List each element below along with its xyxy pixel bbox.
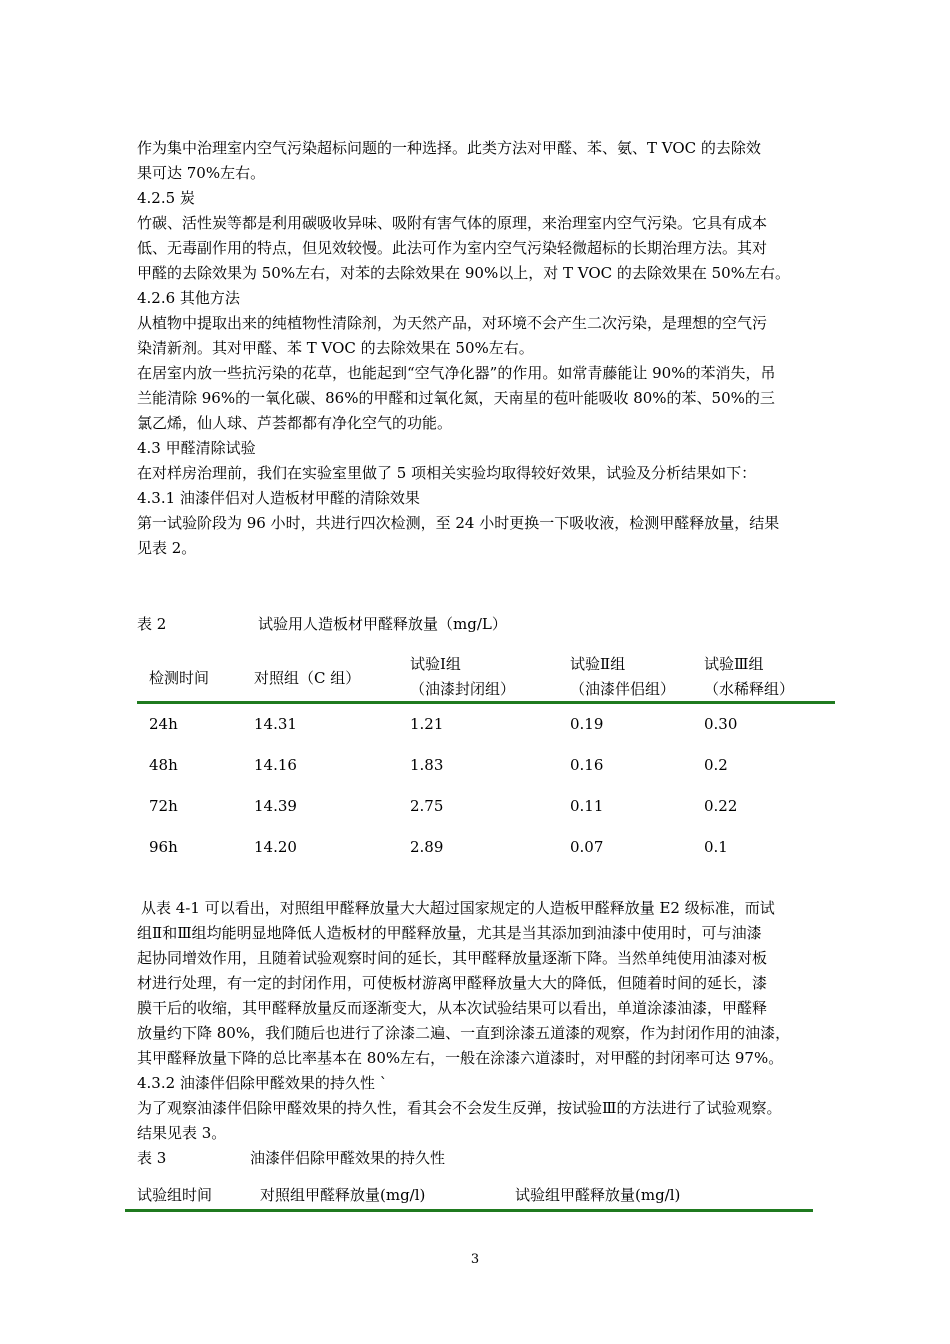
header-control: 对照组（C 组）: [254, 669, 361, 687]
cell-group1: 1.83: [410, 756, 444, 774]
header-group3: 试验Ⅲ组: [704, 655, 764, 673]
table3-rule: [125, 1209, 813, 1212]
table2-title: 试验用人造板材甲醛释放量（mg/L）: [258, 615, 507, 633]
table-row: [137, 712, 837, 736]
header-group2: 试验Ⅱ组: [570, 655, 626, 673]
cell-time: 24h: [149, 715, 178, 733]
table-row: [137, 835, 837, 859]
table2-rule: [137, 701, 835, 704]
cell-group2: 0.16: [570, 756, 604, 774]
table-row: [137, 794, 837, 818]
paragraph-line: 作为集中治理室内空气污染超标问题的一种选择。此类方法对甲醛、苯、氨、T VOC 的去除效: [137, 139, 761, 157]
paragraph-line: 从植物中提取出来的纯植物性清除剂，为天然产品，对环境不会产生二次污染，是理想的空气污: [137, 314, 768, 332]
cell-group3: 0.22: [704, 797, 738, 815]
paragraph-line: 从表 4-1 可以看出，对照组甲醛释放量大大超过国家规定的人造板甲醛释放量 E2 级标准，而试: [141, 899, 775, 917]
paragraph-line: 材进行处理，有一定的封闭作用，可使板材游离甲醛释放量大大的降低，但随着时间的延长，漆: [137, 974, 768, 992]
cell-group1: 2.89: [410, 838, 444, 856]
paragraph-line: 膜干后的收缩，其甲醛释放量反而逐渐变大，从本次试验结果可以看出，单道涂漆油漆，甲醛释: [137, 999, 768, 1017]
cell-group1: 2.75: [410, 797, 444, 815]
section-heading-4-3: 4.3 甲醛清除试验: [137, 439, 256, 457]
header-group3-sub: （水稀释组）: [704, 680, 795, 698]
section-heading-4-2-5: 4.2.5 炭: [137, 189, 195, 207]
paragraph-line: 在对样房治理前，我们在实验室里做了 5 项相关实验均取得较好效果，试验及分析结果如下：: [137, 464, 757, 482]
paragraph-line: 第一试验阶段为 96 小时，共进行四次检测，至 24 小时更换一下吸收液，检测甲醛释放量，结果: [137, 514, 780, 532]
cell-group2: 0.19: [570, 715, 604, 733]
section-heading-4-3-2: 4.3.2 油漆伴侣除甲醛效果的持久性 `: [137, 1074, 388, 1092]
cell-control: 14.16: [254, 756, 297, 774]
cell-time: 96h: [149, 838, 178, 856]
paragraph-line: 氯乙烯，仙人球、芦荟都都有净化空气的功能。: [137, 414, 453, 432]
paragraph-line: 低、无毒副作用的特点，但见效较慢。此法可作为室内空气污染轻微超标的长期治理方法。其对: [137, 239, 768, 257]
cell-time: 48h: [149, 756, 178, 774]
page-number: 3: [470, 1252, 480, 1267]
cell-group3: 0.30: [704, 715, 738, 733]
paragraph-line: 甲醛的去除效果为 50%左右，对苯的去除效果在 90%以上，对 T VOC 的去除效果在 50%左右。: [137, 264, 790, 282]
paragraph-line: 竹碳、活性炭等都是利用碳吸收异味、吸附有害气体的原理，来治理室内空气污染。它具有成本: [137, 214, 768, 232]
table2-label: 表 2: [137, 615, 167, 633]
paragraph-line: 组Ⅱ和Ⅲ组均能明显地降低人造板材的甲醛释放量，尤其是当其添加到油漆中使用时，可与油漆: [137, 924, 762, 942]
paragraph-line: 结果见表 3。: [137, 1124, 227, 1142]
table-row: [137, 753, 837, 777]
table3-label: 表 3: [137, 1149, 167, 1167]
paragraph-line: 为了观察油漆伴侣除甲醛效果的持久性，看其会不会发生反弹，按试验Ⅲ的方法进行了试验观察。: [137, 1099, 782, 1117]
cell-control: 14.39: [254, 797, 297, 815]
table3-title: 油漆伴侣除甲醛效果的持久性: [250, 1149, 446, 1167]
header-group1-sub: （油漆封闭组）: [410, 680, 516, 698]
table2-header: [137, 650, 837, 700]
paragraph-line: 放量约下降 80%，我们随后也进行了涂漆二遍、一直到涂漆五道漆的观察，作为封闭作用的油漆，: [137, 1024, 791, 1042]
paragraph-line: 染清新剂。其对甲醛、苯 T VOC 的去除效果在 50%左右。: [137, 339, 534, 357]
header-group2-sub: （油漆伴侣组）: [570, 680, 676, 698]
table2: [137, 650, 837, 856]
cell-group3: 0.1: [704, 838, 728, 856]
table3-header-control: 对照组甲醛释放量(mg/l): [260, 1186, 426, 1204]
cell-group2: 0.11: [570, 797, 604, 815]
paragraph-line: 起协同增效作用，且随着试验观察时间的延长，其甲醛释放量逐渐下降。当然单纯使用油漆对板: [137, 949, 768, 967]
paragraph-line: 果可达 70%左右。: [137, 164, 266, 182]
paragraph-line: 见表 2。: [137, 539, 197, 557]
table3-header-test: 试验组甲醛释放量(mg/l): [515, 1186, 681, 1204]
cell-time: 72h: [149, 797, 178, 815]
cell-group1: 1.21: [410, 715, 444, 733]
paragraph-line: 兰能清除 96%的一氧化碳、86%的甲醛和过氧化氮，天南星的苞叶能吸收 80%的苯、50%的三: [137, 389, 775, 407]
cell-control: 14.31: [254, 715, 297, 733]
header-group1: 试验Ⅰ组: [410, 655, 461, 673]
header-time: 检测时间: [149, 669, 210, 687]
cell-group3: 0.2: [704, 756, 728, 774]
cell-control: 14.20: [254, 838, 297, 856]
section-heading-4-3-1: 4.3.1 油漆伴侣对人造板材甲醛的清除效果: [137, 489, 420, 507]
paragraph-line: 其甲醛释放量下降的总比率基本在 80%左右，一般在涂漆六道漆时，对甲醛的封闭率可达 97%。: [137, 1049, 784, 1067]
table3-header-time: 试验组时间: [137, 1186, 213, 1204]
section-heading-4-2-6: 4.2.6 其他方法: [137, 289, 240, 307]
cell-group2: 0.07: [570, 838, 604, 856]
paragraph-line: 在居室内放一些抗污染的花草，也能起到“空气净化器”的作用。如常青藤能让 90%的苯消失，吊: [137, 364, 776, 382]
